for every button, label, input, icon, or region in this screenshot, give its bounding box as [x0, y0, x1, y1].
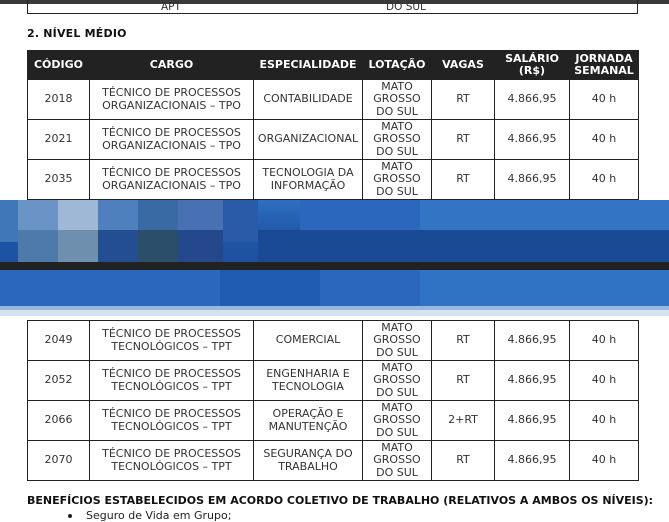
- table-row: [28, 401, 639, 441]
- cell-lotacao: MATO GROSSO DO SUL: [363, 120, 432, 160]
- header-cell: CARGO: [90, 51, 254, 80]
- cell-cargo: TÉCNICO DE PROCESSOS TECNOLÓGICOS – TPT: [90, 361, 254, 401]
- header-cell: VAGAS: [432, 51, 495, 80]
- cell-especialidade: COMERCIAL: [254, 321, 363, 361]
- cell-especialidade: OPERAÇÃO E MANUTENÇÃO: [254, 401, 363, 441]
- header-cell: JORNADA SEMANAL: [570, 51, 639, 80]
- cell-jornada: 40 h: [570, 321, 639, 361]
- cell-vagas: RT: [432, 361, 495, 401]
- cell-vagas: RT: [432, 160, 495, 200]
- table-row: [28, 160, 639, 200]
- cell-especialidade: TECNOLOGIA DA INFORMAÇÃO: [254, 160, 363, 200]
- cell-cargo: TÉCNICO DE PROCESSOS ORGANIZACIONAIS – TPO: [90, 80, 254, 120]
- cell-cargo: TÉCNICO DE PROCESSOS ORGANIZACIONAIS – TPO: [90, 120, 254, 160]
- cell-codigo: 2018: [28, 80, 90, 120]
- cell-especialidade: ENGENHARIA E TECNOLOGIA: [254, 361, 363, 401]
- cell-jornada: 40 h: [570, 441, 639, 481]
- cell-jornada: 40 h: [570, 120, 639, 160]
- cell-vagas: RT: [432, 321, 495, 361]
- cell-jornada: 40 h: [570, 80, 639, 120]
- cell-salario: 4.866,95: [495, 120, 570, 160]
- cell-codigo: 2066: [28, 401, 90, 441]
- benefit-item: [68, 509, 231, 522]
- cell-lotacao: MATO GROSSO DO SUL: [363, 361, 432, 401]
- cell-salario: 4.866,95: [495, 361, 570, 401]
- cell-especialidade: SEGURANÇA DO TRABALHO: [254, 441, 363, 481]
- cell-lotacao: MATO GROSSO DO SUL: [363, 321, 432, 361]
- section-title: 2. NÍVEL MÉDIO: [27, 27, 127, 40]
- benefit-item-text: Seguro de Vida em Grupo;: [86, 509, 232, 522]
- cell-lotacao: MATO GROSSO DO SUL: [363, 80, 432, 120]
- cell-codigo: 2035: [28, 160, 90, 200]
- cell-salario: 4.866,95: [495, 321, 570, 361]
- cell-codigo: 2049: [28, 321, 90, 361]
- benefits-title: BENEFÍCIOS ESTABELECIDOS EM ACORDO COLETIVO DE TRABALHO (RELATIVOS A AMBOS OS NÍVEIS):: [27, 494, 654, 507]
- cell-jornada: 40 h: [570, 401, 639, 441]
- cell-especialidade: ORGANIZACIONAL: [254, 120, 363, 160]
- table-row: [28, 120, 639, 160]
- previous-table-fragment: [27, 0, 638, 14]
- header-cell: CÓDIGO: [28, 51, 90, 80]
- cell-jornada: 40 h: [570, 361, 639, 401]
- cell-vagas: RT: [432, 120, 495, 160]
- cell-lotacao: MATO GROSSO DO SUL: [363, 401, 432, 441]
- header-cell: ESPECIALIDADE: [254, 51, 363, 80]
- cell-jornada: 40 h: [570, 160, 639, 200]
- bullet-icon: [68, 514, 72, 518]
- cell-salario: 4.866,95: [495, 441, 570, 481]
- table-row: [28, 321, 639, 361]
- cell-cargo: TÉCNICO DE PROCESSOS TECNOLÓGICOS – TPT: [90, 441, 254, 481]
- table-header-row: [28, 51, 639, 80]
- cell-codigo: 2070: [28, 441, 90, 481]
- cell-cargo: TÉCNICO DE PROCESSOS TECNOLÓGICOS – TPT: [90, 321, 254, 361]
- cell-salario: 4.866,95: [495, 160, 570, 200]
- fragment-left-text: APT: [161, 1, 181, 13]
- cell-codigo: 2052: [28, 361, 90, 401]
- positions-table-top: [27, 50, 639, 200]
- cell-vagas: 2+RT: [432, 401, 495, 441]
- table-row: [28, 80, 639, 120]
- header-cell: SALÁRIO (R$): [495, 51, 570, 80]
- cell-vagas: RT: [432, 441, 495, 481]
- cell-especialidade: CONTABILIDADE: [254, 80, 363, 120]
- table-row: [28, 361, 639, 401]
- blurred-overlay-band: [0, 200, 669, 316]
- cell-vagas: RT: [432, 80, 495, 120]
- cell-salario: 4.866,95: [495, 401, 570, 441]
- positions-table-bottom: [27, 320, 639, 481]
- cell-cargo: TÉCNICO DE PROCESSOS ORGANIZACIONAIS – TPO: [90, 160, 254, 200]
- cell-codigo: 2021: [28, 120, 90, 160]
- cell-salario: 4.866,95: [495, 80, 570, 120]
- table-row: [28, 441, 639, 481]
- cell-cargo: TÉCNICO DE PROCESSOS TECNOLÓGICOS – TPT: [90, 401, 254, 441]
- cell-lotacao: MATO GROSSO DO SUL: [363, 441, 432, 481]
- header-cell: LOTAÇÃO: [363, 51, 432, 80]
- cell-lotacao: MATO GROSSO DO SUL: [363, 160, 432, 200]
- fragment-right-text: DO SUL: [386, 1, 426, 13]
